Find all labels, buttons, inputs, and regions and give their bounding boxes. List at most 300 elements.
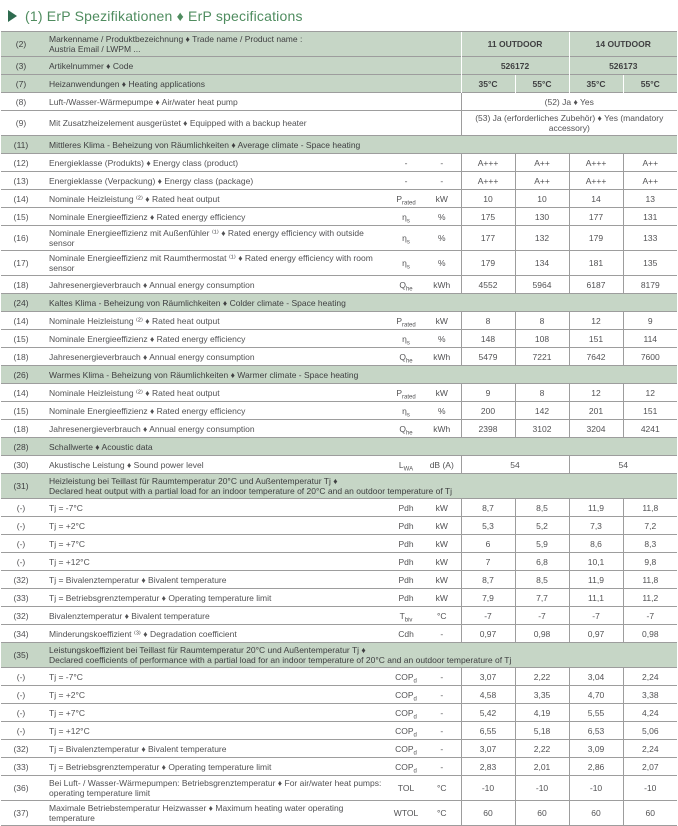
value-cell: 7,7	[515, 589, 569, 607]
value-cell: 8	[515, 312, 569, 330]
value-cell: 11 OUTDOOR	[461, 32, 569, 57]
value-cell: 4241	[623, 420, 677, 438]
symbol-cell: $COP_d$	[389, 740, 423, 758]
value-cell: 132	[515, 226, 569, 251]
unit-cell: %	[423, 208, 461, 226]
unit-cell: kWh	[423, 420, 461, 438]
table-row	[1, 190, 677, 208]
description-cell: Tj = +12°C	[41, 722, 389, 740]
row-number-cell: (-)	[1, 704, 41, 722]
value-cell: 13	[623, 190, 677, 208]
row-number-cell: (-)	[1, 517, 41, 535]
symbol-cell: $COP_d$	[389, 686, 423, 704]
symbol-cell: Pdh	[389, 553, 423, 571]
table-row	[1, 589, 677, 607]
value-cell: 14 OUTDOOR	[569, 32, 677, 57]
section-row	[1, 474, 677, 499]
row-number-cell: (-)	[1, 686, 41, 704]
description-cell: Nominale Energieeffizienz mit Raumthermostat ⁽¹⁾ ♦ Rated energy efficiency with room sensor	[41, 251, 389, 276]
symbol-cell: $P_{rated}$	[389, 312, 423, 330]
value-cell: 2,22	[515, 740, 569, 758]
description-cell: Nominale Energieeffizienz mit Außenfühler ⁽¹⁾ ♦ Rated energy efficiency with outside sensor	[41, 226, 389, 251]
unit-cell: -	[423, 686, 461, 704]
value-cell: (52) Ja ♦ Yes	[461, 93, 677, 111]
value-cell: 0,97	[461, 625, 515, 643]
table-row	[1, 276, 677, 294]
value-cell: 5,3	[461, 517, 515, 535]
table-row	[1, 776, 677, 801]
value-cell: 5,9	[515, 535, 569, 553]
value-cell: 11,1	[569, 589, 623, 607]
value-cell: 60	[515, 801, 569, 826]
value-cell: 8179	[623, 276, 677, 294]
value-cell: 2,24	[623, 668, 677, 686]
symbol-cell: $COP_d$	[389, 722, 423, 740]
row-number-cell: (33)	[1, 589, 41, 607]
value-cell: 8	[515, 384, 569, 402]
section-title-cell: Schallwerte ♦ Acoustic data	[41, 438, 677, 456]
table-row	[1, 93, 677, 111]
value-cell: 181	[569, 251, 623, 276]
value-cell: 4552	[461, 276, 515, 294]
value-cell: 10,1	[569, 553, 623, 571]
unit-cell: -	[423, 704, 461, 722]
value-cell: 4,70	[569, 686, 623, 704]
symbol-cell: $\eta_s$	[389, 226, 423, 251]
value-cell: 11,9	[569, 499, 623, 517]
unit-cell: kWh	[423, 348, 461, 366]
value-cell: 151	[569, 330, 623, 348]
value-cell: -10	[569, 776, 623, 801]
symbol-cell: WTOL	[389, 801, 423, 826]
row-number-cell: (-)	[1, 553, 41, 571]
row-number-cell: (33)	[1, 758, 41, 776]
description-cell: Heizanwendungen ♦ Heating applications	[41, 75, 461, 93]
row-number-cell: (18)	[1, 276, 41, 294]
value-cell: 7221	[515, 348, 569, 366]
value-cell: (53) Ja (erforderliches Zubehör) ♦ Yes (mandatory accessory)	[461, 111, 677, 136]
row-number-cell: (13)	[1, 172, 41, 190]
value-cell: 55°C	[515, 75, 569, 93]
section-title-cell: Heizleistung bei Teillast für Raumtemperatur 20°C und Außentemperatur Tj ♦ Declared heat output with a partial load for an indoor temperature of 20°C and an outdoor temperature of Tj	[41, 474, 677, 499]
symbol-cell: $\eta_s$	[389, 330, 423, 348]
description-cell: Mit Zusatzheizelement ausgerüstet ♦ Equipped with a backup heater	[41, 111, 461, 136]
value-cell: 6	[461, 535, 515, 553]
value-cell: 526172	[461, 57, 569, 75]
row-number-cell: (18)	[1, 420, 41, 438]
row-number-cell: (37)	[1, 801, 41, 826]
unit-cell: kW	[423, 312, 461, 330]
value-cell: 3,07	[461, 740, 515, 758]
value-cell: 3,09	[569, 740, 623, 758]
value-cell: 7,2	[623, 517, 677, 535]
value-cell: 135	[623, 251, 677, 276]
row-number-cell: (12)	[1, 154, 41, 172]
value-cell: 6,8	[515, 553, 569, 571]
row-number-cell: (16)	[1, 226, 41, 251]
symbol-cell: $P_{rated}$	[389, 384, 423, 402]
row-number-cell: (11)	[1, 136, 41, 154]
description-cell: Bei Luft- / Wasser-Wärmepumpen: Betriebsgrenztemperatur ♦ For air/water heat pumps: operating temperature limit	[41, 776, 389, 801]
symbol-cell: $\eta_s$	[389, 251, 423, 276]
row-number-cell: (30)	[1, 456, 41, 474]
row-number-cell: (3)	[1, 57, 41, 75]
description-cell: Akustische Leistung ♦ Sound power level	[41, 456, 389, 474]
description-cell: Tj = +7°C	[41, 704, 389, 722]
value-cell: 2,86	[569, 758, 623, 776]
symbol-cell: Pdh	[389, 535, 423, 553]
table-row	[1, 402, 677, 420]
description-cell: Jahresenergieverbrauch ♦ Annual energy consumption	[41, 420, 389, 438]
description-cell: Minderungskoeffizient ⁽³⁾ ♦ Degradation coefficient	[41, 625, 389, 643]
symbol-cell: TOL	[389, 776, 423, 801]
value-cell: 9	[623, 312, 677, 330]
value-cell: 142	[515, 402, 569, 420]
value-cell: 179	[569, 226, 623, 251]
table-row	[1, 704, 677, 722]
value-cell: A++	[515, 172, 569, 190]
value-cell: 2,01	[515, 758, 569, 776]
table-row	[1, 172, 677, 190]
value-cell: 11,2	[623, 589, 677, 607]
value-cell: 12	[569, 384, 623, 402]
value-cell: 2,22	[515, 668, 569, 686]
value-cell: 175	[461, 208, 515, 226]
unit-cell: kW	[423, 499, 461, 517]
value-cell: 179	[461, 251, 515, 276]
section-row	[1, 294, 677, 312]
description-cell: Energieklasse (Produkts) ♦ Energy class (product)	[41, 154, 389, 172]
value-cell: 5,06	[623, 722, 677, 740]
value-cell: -10	[515, 776, 569, 801]
value-cell: 2,24	[623, 740, 677, 758]
symbol-cell: $Q_{he}$	[389, 420, 423, 438]
value-cell: 8,7	[461, 571, 515, 589]
description-cell: Tj = +2°C	[41, 686, 389, 704]
value-cell: 8,5	[515, 571, 569, 589]
value-cell: 130	[515, 208, 569, 226]
section-row	[1, 366, 677, 384]
value-cell: 5,55	[569, 704, 623, 722]
table-row	[1, 348, 677, 366]
value-cell: 201	[569, 402, 623, 420]
value-cell: 0,98	[515, 625, 569, 643]
symbol-cell: $Q_{he}$	[389, 276, 423, 294]
value-cell: 133	[623, 226, 677, 251]
symbol-cell: Pdh	[389, 499, 423, 517]
unit-cell: kWh	[423, 276, 461, 294]
table-row	[1, 535, 677, 553]
table-row	[1, 740, 677, 758]
value-cell: 151	[623, 402, 677, 420]
description-cell: Tj = Bivalenztemperatur ♦ Bivalent temperature	[41, 571, 389, 589]
symbol-cell: $T_{biv}$	[389, 607, 423, 625]
symbol-cell: $P_{rated}$	[389, 190, 423, 208]
unit-cell: -	[423, 172, 461, 190]
description-cell: Jahresenergieverbrauch ♦ Annual energy consumption	[41, 276, 389, 294]
row-number-cell: (2)	[1, 32, 41, 57]
unit-cell: kW	[423, 589, 461, 607]
value-cell: 526173	[569, 57, 677, 75]
row-number-cell: (18)	[1, 348, 41, 366]
table-row	[1, 32, 677, 57]
value-cell: -10	[623, 776, 677, 801]
erp-spec-table	[1, 31, 677, 826]
value-cell: A+++	[569, 172, 623, 190]
row-number-cell: (-)	[1, 499, 41, 517]
value-cell: 2,07	[623, 758, 677, 776]
value-cell: 35°C	[569, 75, 623, 93]
description-cell: Maximale Betriebstemperatur Heizwasser ♦ Maximum heating water operating temperature	[41, 801, 389, 826]
symbol-cell: $COP_d$	[389, 704, 423, 722]
description-cell: Artikelnummer ♦ Code	[41, 57, 461, 75]
row-number-cell: (14)	[1, 384, 41, 402]
value-cell: 177	[461, 226, 515, 251]
value-cell: 11,9	[569, 571, 623, 589]
description-cell: Luft-/Wasser-Wärmepumpe ♦ Air/water heat pump	[41, 93, 461, 111]
section-row	[1, 438, 677, 456]
row-number-cell: (-)	[1, 668, 41, 686]
value-cell: 3204	[569, 420, 623, 438]
page-title-text: (1) ErP Spezifikationen ♦ ErP specifications	[25, 8, 303, 24]
unit-cell: kW	[423, 571, 461, 589]
value-cell: 7,3	[569, 517, 623, 535]
symbol-cell: $Q_{he}$	[389, 348, 423, 366]
value-cell: 14	[569, 190, 623, 208]
table-row	[1, 226, 677, 251]
symbol-cell: -	[389, 172, 423, 190]
section-row	[1, 136, 677, 154]
value-cell: 200	[461, 402, 515, 420]
value-cell: 2398	[461, 420, 515, 438]
row-number-cell: (35)	[1, 643, 41, 668]
value-cell: 0,97	[569, 625, 623, 643]
table-row	[1, 312, 677, 330]
value-cell: A++	[623, 172, 677, 190]
value-cell: 5,2	[515, 517, 569, 535]
value-cell: A++	[515, 154, 569, 172]
row-number-cell: (31)	[1, 474, 41, 499]
description-cell: Tj = Betriebsgrenztemperatur ♦ Operating temperature limit	[41, 589, 389, 607]
value-cell: A+++	[569, 154, 623, 172]
value-cell: 12	[623, 384, 677, 402]
table-row	[1, 57, 677, 75]
row-number-cell: (-)	[1, 722, 41, 740]
value-cell: -7	[623, 607, 677, 625]
triangle-right-icon	[8, 10, 17, 22]
value-cell: 177	[569, 208, 623, 226]
value-cell: 60	[461, 801, 515, 826]
description-cell: Tj = +12°C	[41, 553, 389, 571]
unit-cell: °C	[423, 801, 461, 826]
description-cell: Tj = +2°C	[41, 517, 389, 535]
table-row	[1, 571, 677, 589]
value-cell: 4,19	[515, 704, 569, 722]
value-cell: -7	[569, 607, 623, 625]
symbol-cell: $\eta_s$	[389, 208, 423, 226]
row-number-cell: (14)	[1, 312, 41, 330]
value-cell: 55°C	[623, 75, 677, 93]
value-cell: 8,7	[461, 499, 515, 517]
value-cell: 4,24	[623, 704, 677, 722]
value-cell: -10	[461, 776, 515, 801]
value-cell: 5,18	[515, 722, 569, 740]
table-row	[1, 208, 677, 226]
table-row	[1, 499, 677, 517]
value-cell: 108	[515, 330, 569, 348]
row-number-cell: (24)	[1, 294, 41, 312]
unit-cell: dB (A)	[423, 456, 461, 474]
symbol-cell: $\eta_s$	[389, 402, 423, 420]
section-title-cell: Mittleres Klima - Beheizung von Räumlichkeiten ♦ Average climate - Space heating	[41, 136, 677, 154]
row-number-cell: (17)	[1, 251, 41, 276]
row-number-cell: (8)	[1, 93, 41, 111]
row-number-cell: (9)	[1, 111, 41, 136]
description-cell: Energieklasse (Verpackung) ♦ Energy class (package)	[41, 172, 389, 190]
row-number-cell: (7)	[1, 75, 41, 93]
row-number-cell: (32)	[1, 607, 41, 625]
value-cell: A++	[623, 154, 677, 172]
row-number-cell: (26)	[1, 366, 41, 384]
section-row	[1, 643, 677, 668]
value-cell: 7642	[569, 348, 623, 366]
value-cell: 134	[515, 251, 569, 276]
unit-cell: °C	[423, 776, 461, 801]
symbol-cell: $L_{WA}$	[389, 456, 423, 474]
row-number-cell: (14)	[1, 190, 41, 208]
unit-cell: kW	[423, 517, 461, 535]
value-cell: 0,98	[623, 625, 677, 643]
symbol-cell: Pdh	[389, 589, 423, 607]
value-cell: 5479	[461, 348, 515, 366]
value-cell: 7	[461, 553, 515, 571]
unit-cell: -	[423, 722, 461, 740]
row-number-cell: (36)	[1, 776, 41, 801]
row-number-cell: (32)	[1, 571, 41, 589]
unit-cell: %	[423, 251, 461, 276]
symbol-cell: Cdh	[389, 625, 423, 643]
value-cell: 7,9	[461, 589, 515, 607]
value-cell: A+++	[461, 172, 515, 190]
unit-cell: -	[423, 625, 461, 643]
value-cell: 60	[623, 801, 677, 826]
value-cell: 54	[569, 456, 677, 474]
value-cell: 3,38	[623, 686, 677, 704]
value-cell: A+++	[461, 154, 515, 172]
table-row	[1, 154, 677, 172]
value-cell: 2,83	[461, 758, 515, 776]
unit-cell: °C	[423, 607, 461, 625]
symbol-cell: $COP_d$	[389, 668, 423, 686]
description-cell: Tj = Bivalenztemperatur ♦ Bivalent temperature	[41, 740, 389, 758]
value-cell: 8	[461, 312, 515, 330]
row-number-cell: (15)	[1, 208, 41, 226]
table-row	[1, 75, 677, 93]
description-cell: Nominale Energieeffizienz ♦ Rated energy efficiency	[41, 208, 389, 226]
spec-table-body	[1, 32, 677, 826]
value-cell: 3,07	[461, 668, 515, 686]
value-cell: 10	[515, 190, 569, 208]
unit-cell: %	[423, 330, 461, 348]
row-number-cell: (-)	[1, 535, 41, 553]
section-title-cell: Warmes Klima - Beheizung von Räumlichkeiten ♦ Warmer climate - Space heating	[41, 366, 677, 384]
table-row	[1, 384, 677, 402]
value-cell: 8,3	[623, 535, 677, 553]
value-cell: 11,8	[623, 571, 677, 589]
description-cell: Jahresenergieverbrauch ♦ Annual energy consumption	[41, 348, 389, 366]
value-cell: 10	[461, 190, 515, 208]
unit-cell: -	[423, 758, 461, 776]
value-cell: 131	[623, 208, 677, 226]
unit-cell: %	[423, 226, 461, 251]
unit-cell: kW	[423, 190, 461, 208]
symbol-cell: $COP_d$	[389, 758, 423, 776]
section-title-cell: Leistungskoeffizient bei Teillast für Raumtemperatur 20°C und Außentemperatur Tj ♦ Declared coefficients of performance with a partial load for an indoor temperature of 20°C and an outdoor temperature of Tj	[41, 643, 677, 668]
unit-cell: -	[423, 740, 461, 758]
table-row	[1, 668, 677, 686]
description-cell: Markenname / Produktbezeichnung ♦ Trade name / Product name : Austria Email / LWPM ...	[41, 32, 461, 57]
value-cell: -7	[461, 607, 515, 625]
value-cell: 35°C	[461, 75, 515, 93]
row-number-cell: (32)	[1, 740, 41, 758]
value-cell: 11,8	[623, 499, 677, 517]
section-title-cell: Kaltes Klima - Beheizung von Räumlichkeiten ♦ Colder climate - Space heating	[41, 294, 677, 312]
value-cell: 60	[569, 801, 623, 826]
value-cell: 3102	[515, 420, 569, 438]
table-row	[1, 801, 677, 826]
value-cell: 9	[461, 384, 515, 402]
value-cell: 4,58	[461, 686, 515, 704]
value-cell: 6,55	[461, 722, 515, 740]
unit-cell: kW	[423, 553, 461, 571]
value-cell: 5,42	[461, 704, 515, 722]
description-cell: Tj = +7°C	[41, 535, 389, 553]
description-cell: Nominale Heizleistung ⁽²⁾ ♦ Rated heat output	[41, 190, 389, 208]
value-cell: 8,6	[569, 535, 623, 553]
table-row	[1, 251, 677, 276]
value-cell: 8,5	[515, 499, 569, 517]
value-cell: 3,04	[569, 668, 623, 686]
value-cell: -7	[515, 607, 569, 625]
symbol-cell: Pdh	[389, 517, 423, 535]
table-row	[1, 420, 677, 438]
value-cell: 6,53	[569, 722, 623, 740]
row-number-cell: (15)	[1, 402, 41, 420]
description-cell: Bivalenztemperatur ♦ Bivalent temperature	[41, 607, 389, 625]
description-cell: Tj = -7°C	[41, 499, 389, 517]
description-cell: Nominale Heizleistung ⁽²⁾ ♦ Rated heat output	[41, 312, 389, 330]
value-cell: 148	[461, 330, 515, 348]
row-number-cell: (28)	[1, 438, 41, 456]
unit-cell: kW	[423, 535, 461, 553]
description-cell: Nominale Heizleistung ⁽²⁾ ♦ Rated heat output	[41, 384, 389, 402]
table-row	[1, 722, 677, 740]
unit-cell: %	[423, 402, 461, 420]
table-row	[1, 111, 677, 136]
table-row	[1, 456, 677, 474]
table-row	[1, 625, 677, 643]
symbol-cell: -	[389, 154, 423, 172]
table-row	[1, 686, 677, 704]
description-cell: Tj = Betriebsgrenztemperatur ♦ Operating temperature limit	[41, 758, 389, 776]
description-cell: Nominale Energieeffizienz ♦ Rated energy efficiency	[41, 402, 389, 420]
value-cell: 12	[569, 312, 623, 330]
row-number-cell: (15)	[1, 330, 41, 348]
description-cell: Nominale Energieeffizienz ♦ Rated energy efficiency	[41, 330, 389, 348]
value-cell: 54	[461, 456, 569, 474]
table-row	[1, 553, 677, 571]
description-cell: Tj = -7°C	[41, 668, 389, 686]
